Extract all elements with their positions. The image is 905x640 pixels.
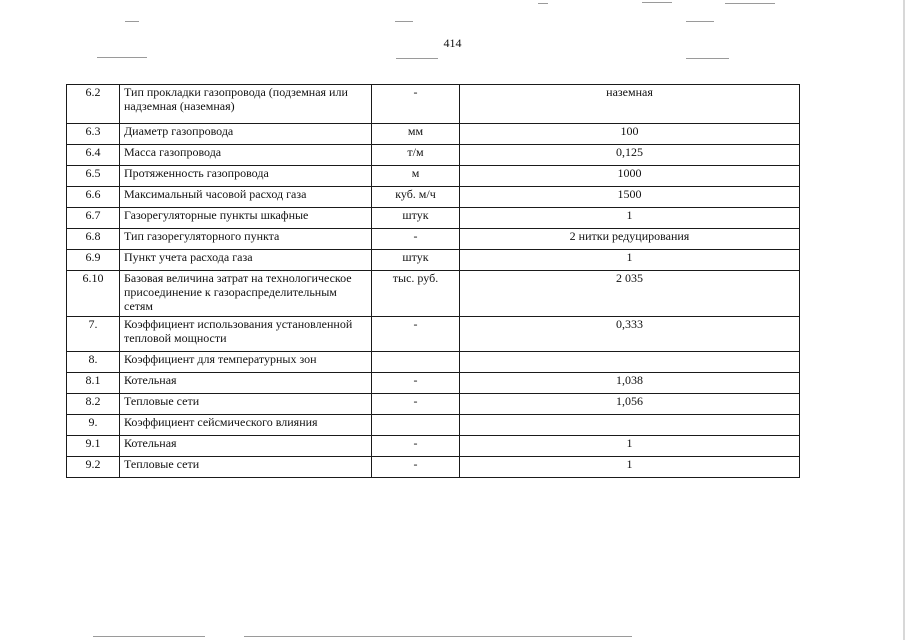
row-unit: штук (372, 208, 460, 229)
row-name: Максимальный часовой расход газа (120, 187, 372, 208)
table-row (67, 415, 800, 436)
row-value: наземная (460, 85, 800, 124)
row-value: 1000 (460, 166, 800, 187)
table-row (67, 85, 800, 124)
scan-mark (686, 58, 729, 59)
scan-mark (538, 3, 548, 4)
row-value: 2 нитки редуцирования (460, 229, 800, 250)
row-name: Коэффициент для температурных зон (120, 352, 372, 373)
row-number: 6.4 (67, 145, 120, 166)
row-unit: мм (372, 124, 460, 145)
row-value: 1 (460, 457, 800, 478)
table-row (67, 187, 800, 208)
parameters-table (66, 84, 800, 478)
row-value: 1 (460, 250, 800, 271)
table-row (67, 271, 800, 317)
row-number: 6.6 (67, 187, 120, 208)
row-number: 9.2 (67, 457, 120, 478)
row-number: 6.8 (67, 229, 120, 250)
row-value (460, 352, 800, 373)
table-row (67, 317, 800, 352)
scan-mark (396, 58, 438, 59)
table-row (67, 250, 800, 271)
row-name: Пункт учета расхода газа (120, 250, 372, 271)
row-number: 8.1 (67, 373, 120, 394)
scan-mark (725, 3, 775, 4)
row-unit: - (372, 373, 460, 394)
row-unit: - (372, 436, 460, 457)
row-value: 1500 (460, 187, 800, 208)
row-number: 6.5 (67, 166, 120, 187)
row-number: 8.2 (67, 394, 120, 415)
scan-mark (244, 636, 632, 637)
row-name: Протяженность газопровода (120, 166, 372, 187)
row-unit (372, 415, 460, 436)
row-number: 9. (67, 415, 120, 436)
row-name: Базовая величина затрат на технологическое присоединение к газораспределительным сетям (120, 271, 372, 317)
scan-mark (395, 21, 413, 22)
row-value: 0,333 (460, 317, 800, 352)
table-row (67, 436, 800, 457)
row-value (460, 415, 800, 436)
row-number: 6.7 (67, 208, 120, 229)
row-unit: тыс. руб. (372, 271, 460, 317)
table-row (67, 352, 800, 373)
row-name: Котельная (120, 373, 372, 394)
row-number: 6.2 (67, 85, 120, 124)
table-row (67, 457, 800, 478)
row-name: Тип газорегуляторного пункта (120, 229, 372, 250)
row-value: 2 035 (460, 271, 800, 317)
table-row (67, 166, 800, 187)
row-name: Котельная (120, 436, 372, 457)
row-name: Масса газопровода (120, 145, 372, 166)
row-name: Коэффициент сейсмического влияния (120, 415, 372, 436)
row-unit: - (372, 317, 460, 352)
row-name: Газорегуляторные пункты шкафные (120, 208, 372, 229)
scan-mark (686, 21, 714, 22)
scan-mark (642, 2, 672, 3)
table-row (67, 124, 800, 145)
row-unit (372, 352, 460, 373)
row-number: 6.9 (67, 250, 120, 271)
row-value: 100 (460, 124, 800, 145)
table-row (67, 208, 800, 229)
row-number: 9.1 (67, 436, 120, 457)
row-name: Тип прокладки газопровода (подземная или надземная (наземная) (120, 85, 372, 124)
scan-mark (125, 21, 139, 22)
scan-mark (97, 57, 147, 58)
page-number: 414 (443, 36, 462, 50)
row-unit: - (372, 229, 460, 250)
row-name: Коэффициент использования установленной тепловой мощности (120, 317, 372, 352)
row-value: 1,056 (460, 394, 800, 415)
row-number: 7. (67, 317, 120, 352)
row-name: Диаметр газопровода (120, 124, 372, 145)
row-value: 0,125 (460, 145, 800, 166)
row-number: 8. (67, 352, 120, 373)
row-unit: - (372, 85, 460, 124)
row-value: 1 (460, 208, 800, 229)
table-row (67, 373, 800, 394)
row-unit: т/м (372, 145, 460, 166)
table-row (67, 394, 800, 415)
scan-mark (93, 636, 205, 637)
row-unit: куб. м/ч (372, 187, 460, 208)
row-name: Тепловые сети (120, 394, 372, 415)
table-row (67, 145, 800, 166)
row-name: Тепловые сети (120, 457, 372, 478)
row-unit: - (372, 394, 460, 415)
row-unit: - (372, 457, 460, 478)
table-row (67, 229, 800, 250)
row-number: 6.10 (67, 271, 120, 317)
row-unit: штук (372, 250, 460, 271)
row-number: 6.3 (67, 124, 120, 145)
row-unit: м (372, 166, 460, 187)
row-value: 1,038 (460, 373, 800, 394)
row-value: 1 (460, 436, 800, 457)
